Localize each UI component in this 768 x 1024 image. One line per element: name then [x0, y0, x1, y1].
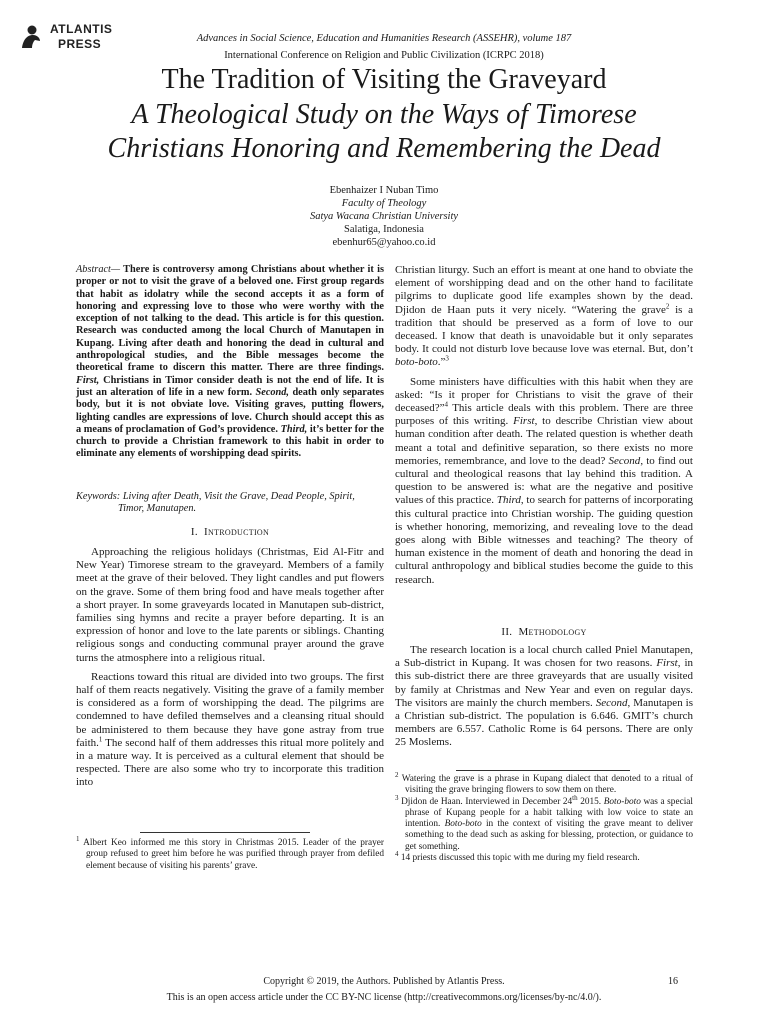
footnote-divider: [456, 770, 630, 771]
conference-header: International Conference on Religion and Public Civilization (ICRPC 2018): [224, 50, 544, 61]
abstract-text: it’s better for the church to provide a Christian framework to this habit in order to eliminate any elements of worshipping dead spirits.: [76, 423, 385, 460]
paragraph: Approaching the religious holidays (Christmas, Eid Al-Fitr and New Year) Timorese stream to the graveyard. Members of a family meet at the grave of their beloved. They light candles and put flowers on the grave. Some of them bring food and have meals together after a short prayer. In some graveyards located in Manutapen sub-district, families sing hymns and recite a prayer before departing. It is an expression of honor and love to the late parents or siblings. Chanting religious songs and conducting communal prayer around the grave turns the atmosphere into a religious ritual.: [76, 546, 384, 664]
keywords: [76, 491, 384, 516]
footnote-divider: [140, 832, 310, 833]
footnote-ref: 4: [444, 400, 448, 409]
paragraph-text: , in this sub-district there are three graveyards that are usually visited by family at Christmas and New Year and even on regular days. The visitors are mainly the church members.: [395, 657, 693, 709]
ordinal-suffix: th: [572, 793, 578, 802]
italic-term: boto-boto: [395, 356, 438, 369]
paragraph-text: This article deals with this problem. There are three purposes of this writing.: [395, 402, 693, 428]
paragraph-text: is a tradition that should be preserved as a form of love to our deceased. I know that death is unavoidable but it only separates body. It could not disturb love because love was eternal. But, don’t: [395, 303, 693, 356]
author-name: Ebenhaizer I Nuban Timo: [329, 185, 439, 196]
footnote-3: [395, 793, 693, 853]
paragraph-text: , Manutapen is a Christian sub-district. The population is 6.646. GMIT’s church members are 6.557. Catholic Rome is 64 persons. There are only 25 Moslems.: [395, 696, 693, 749]
paragraph-text: , to search for patterns of incorporating this cultural practice into Christian worship. The guiding question is whether honoring, memorizing, and revealing love to the dead goes along with Bible witnesses and teaching? The theory of human existence in the moment of death and honoring the dead in cultural anthropology and biblical studies become the guide to this research.: [395, 494, 694, 586]
italic-term: First: [656, 657, 678, 670]
author-email: ebenhur65@yahoo.co.id: [332, 237, 436, 248]
paragraph-text: Reactions toward this ritual are divided into two groups. The first half of them reacts negatively. Visiting the grave of a family member is considered as a form of worshipping the dead. The pilgrims are condemned to have defiled themselves and a cleansing ritual should be administered to them because they have gone astray from true faith.: [76, 670, 384, 749]
abstract-label: Abstract—: [76, 264, 121, 275]
italic-term: Boto-boto: [444, 819, 482, 830]
section-title: Introduction: [204, 526, 270, 538]
footnote-number: 2: [395, 770, 399, 779]
license-line: This is an open access article under the CC BY-NC license (http://creativecommons.org/licenses/by-nc/4.0/).: [166, 992, 602, 1003]
publisher-logo: [12, 18, 112, 58]
italic-term: Second: [608, 454, 641, 467]
copyright-line: Copyright © 2019, the Authors. Published by Atlantis Press.: [263, 976, 505, 987]
atlantis-logo-icon: [18, 24, 44, 50]
italic-term: Third: [496, 494, 521, 507]
paragraph: [395, 644, 693, 750]
keywords-line2: Timor, Manutapen.: [118, 503, 197, 515]
subtitle-line-2: Christians Honoring and Remembering the Dead: [107, 133, 661, 164]
italic-term: Second: [595, 696, 628, 709]
footnote-text: was a special phrase of Kupang people for a habit talking with low voice to state an intention.: [405, 796, 693, 830]
section-title: Methodology: [518, 626, 587, 638]
paragraph: [76, 671, 384, 790]
paragraph-text: Some ministers have difficulties with this habit when they are asked: “Is it proper for Christians to visit the grave of their deceased?”: [395, 375, 693, 415]
author-faculty: Faculty of Theology: [341, 198, 427, 209]
footnote-ref: 2: [665, 301, 670, 310]
methodology-body: [395, 644, 693, 750]
author-city: Salatiga, Indonesia: [344, 224, 424, 235]
abstract-text: death only separates body, but it is not obviate love. Visiting graves, putting flowers, lighting candles are expressions of love. Church should accept this as a means of proclamation of God’s providence.: [76, 386, 385, 435]
section-number: II.: [501, 626, 513, 638]
paragraph-text: The second half of them addresses this ritual more politely and in a mature way. It is perceived as a cultural element that should be respected. There are also some who try to incorporate this tradition into: [76, 736, 384, 789]
subtitle-line-1: A Theological Study on the Ways of Timorese: [131, 99, 637, 130]
abstract: [76, 264, 384, 461]
footnote-text: Djidon de Haan. Interviewed in December 24: [398, 796, 573, 807]
footnote-ref: 3: [445, 354, 449, 363]
publisher-name-line1: ATLANTIS: [50, 22, 113, 36]
abstract-second: Second,: [255, 386, 289, 398]
footnote-2: [395, 770, 693, 797]
footnote-text: Albert Keo informed me this story in Christmas 2015. Leader of the prayer group refused to greet him before he was purified through prayer from defiled element because of visiting his parents’ grave.: [79, 838, 384, 871]
section-heading-introduction: [76, 526, 384, 538]
footnotes-left: [76, 834, 384, 872]
abstract-text: There is controversy among Christians about whether it is proper or not to visit the grave of a beloved one. First group regards that habit as idolatry while the second accepts it as a form of honoring and expressing love to those who were worthy with the exception of not talking to the dead. This article is for this question. Research was conducted among the local Church of Manutapen in Kupang. Living after death and honoring the dead in cultural and anthropological studies, and the Bible messages become the theoretical frame to discern this matter. There are three findings.: [76, 264, 384, 374]
footnotes-right: [395, 770, 693, 864]
footnote-number: 3: [395, 793, 399, 802]
paragraph-text: , to describe Christian view about human condition after death. The related question is whether death meant a total and definitive separation, so there exists no more memories, remembrance, and love to the dead?: [395, 415, 693, 467]
footnote-4: [395, 849, 693, 864]
abstract-third: Third,: [280, 423, 308, 435]
paper-subtitle: [40, 98, 728, 166]
section-heading-methodology: [395, 626, 693, 638]
author-university: Satya Wacana Christian University: [309, 211, 459, 222]
abstract-first: First,: [76, 374, 100, 386]
introduction-body: [76, 546, 384, 790]
keywords-line1: Living after Death, Visit the Grave, Dead People, Spirit,: [122, 491, 355, 502]
publisher-name-line2: PRESS: [58, 37, 102, 51]
paragraph: [395, 376, 693, 587]
footnote-text: 14 priests discussed this topic with me during my field research.: [398, 853, 640, 864]
footnote-number: 4: [395, 849, 399, 858]
paragraph-text: The research location is a local church called Pniel Manutapen, a Sub-district in Kupang. It was chosen for two reasons.: [395, 644, 693, 670]
paragraph-text: , to find out cultural and theological reasons that lay behind this tradition. A question to be answered is: what are the negative and positive values of this practice.: [395, 454, 693, 507]
footnote-ref: 1: [98, 735, 103, 744]
footnote-number: 1: [76, 834, 80, 843]
paragraph-text: Christian liturgy. Such an effort is meant at one hand to obviate the element of worshipping dead and on the other hand to facilitate pilgrims to duplicate good life examples shown by the dead. Djidon de Haan puts it very nicely. “Watering the grave: [395, 264, 693, 316]
right-column-body: [395, 264, 693, 587]
italic-term: Boto-boto: [603, 796, 641, 807]
footnote-text: 2015.: [577, 796, 604, 807]
paper-title: The Tradition of Visiting the Graveyard: [161, 64, 607, 95]
section-number: I.: [190, 526, 198, 538]
footnote-text: in the context of visiting the grave meant to deliver something to the dead such as asking for blessing, protection, or guidance to get something.: [405, 819, 693, 852]
italic-term: First: [513, 415, 535, 428]
journal-header: Advances in Social Science, Education and Humanities Research (ASSEHR), volume 187: [196, 33, 572, 44]
page-number: 16: [668, 976, 678, 987]
author-block: [234, 184, 534, 249]
footnote-text: Watering the grave is a phrase in Kupang dialect that denoted to a ritual of visiting the grave bringing flowers to sow them on there.: [398, 774, 693, 796]
footnote-1: [76, 834, 384, 872]
paragraph-text: .”: [437, 356, 446, 369]
paragraph: [395, 264, 693, 370]
keywords-label: Keywords:: [76, 491, 123, 502]
abstract-text: Christians in Timor consider death is not the end of life. It is just an alteration of life in a new form.: [76, 374, 384, 398]
